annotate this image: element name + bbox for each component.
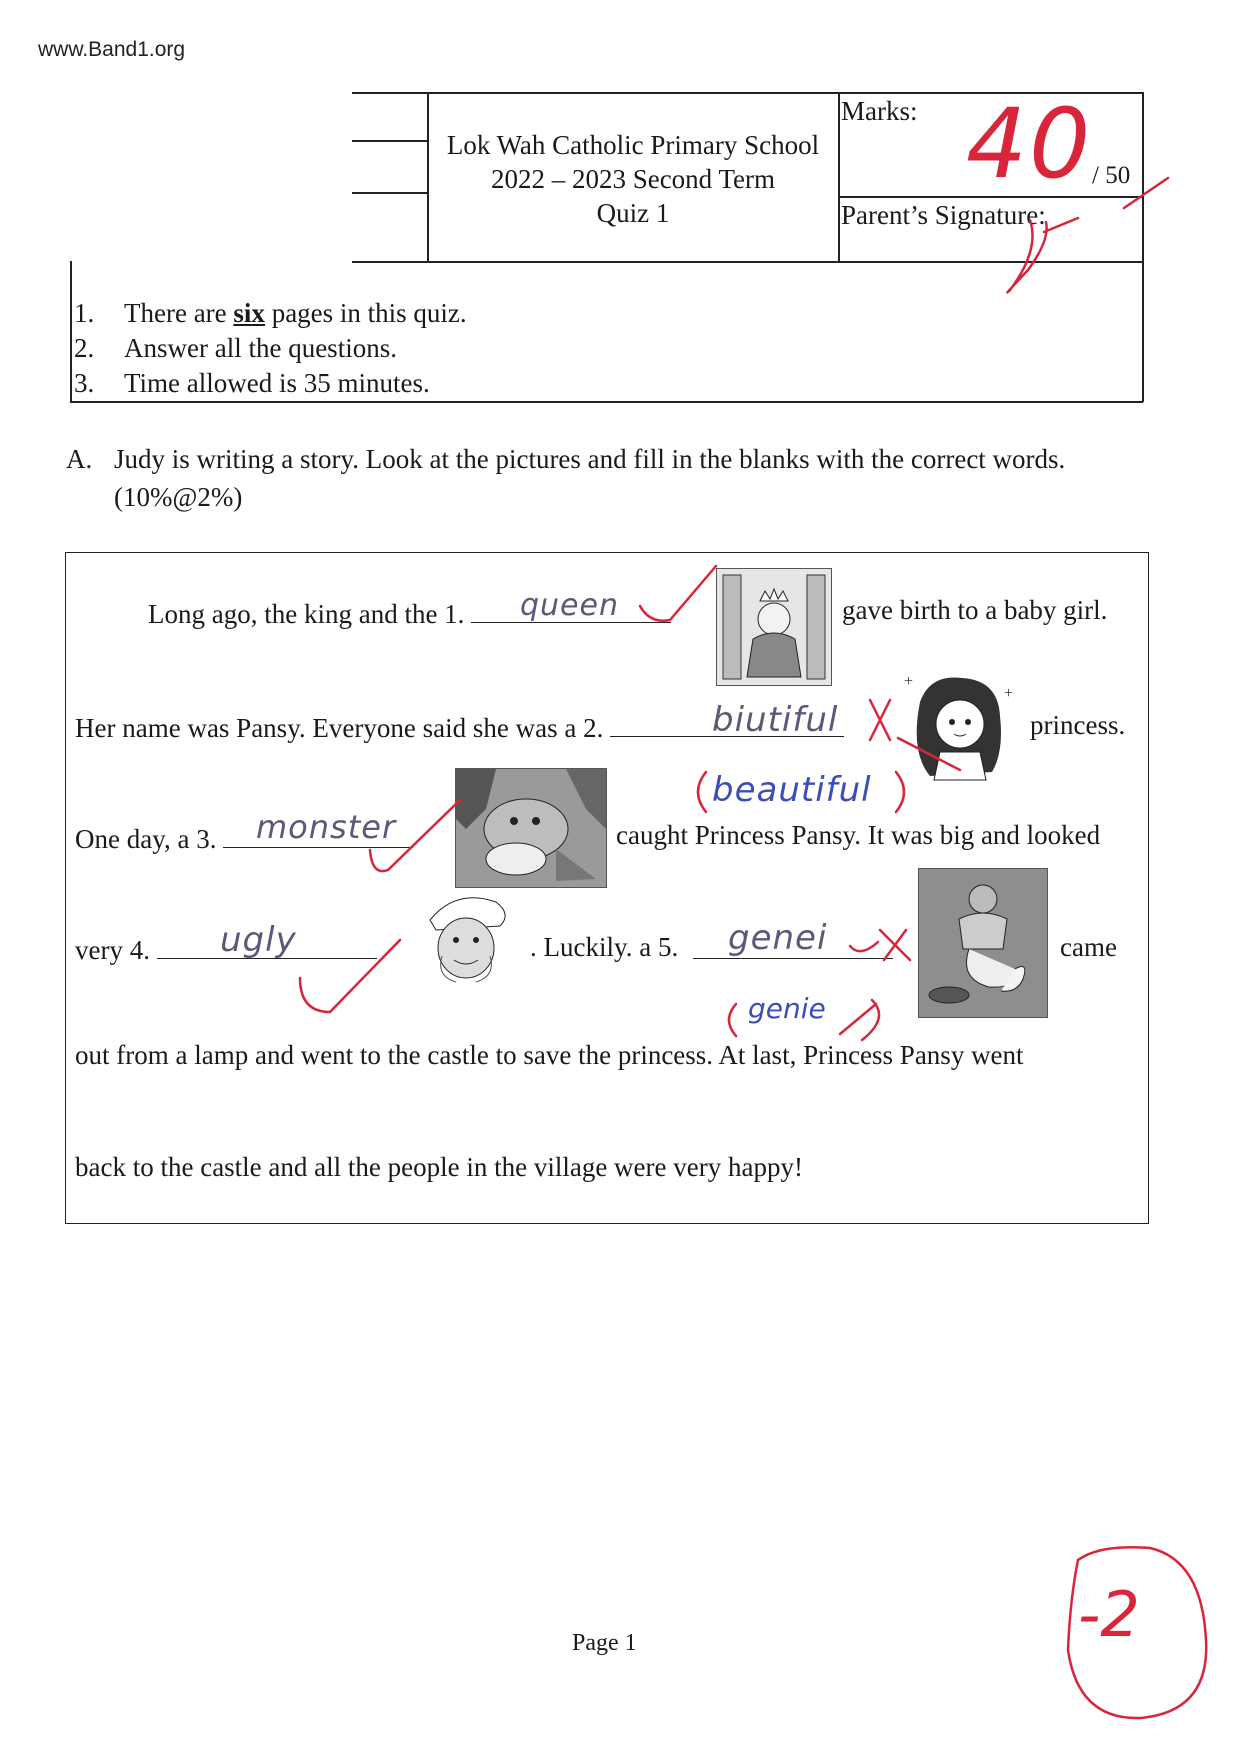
ugly-face-picture <box>416 890 516 986</box>
page-number: Page 1 <box>572 1630 637 1656</box>
marks-label: Marks: <box>841 96 918 126</box>
monster-picture <box>455 768 607 888</box>
story-line-3-end: caught Princess Pansy. It was big and looked <box>616 820 1101 850</box>
story-line-1-end: gave birth to a baby girl. <box>842 595 1108 625</box>
site-url: www.Band1.org <box>38 38 186 61</box>
princess-picture <box>900 672 1018 782</box>
school-heading <box>430 128 836 230</box>
emphasis-six: six <box>233 298 265 328</box>
queen-picture <box>716 568 832 686</box>
answer-2-correction: beautiful <box>712 770 872 810</box>
svg-text:+: + <box>904 673 914 690</box>
story-line-4-mid: . Luckily. a 5. <box>530 932 679 962</box>
marks-total: / 50 <box>1092 162 1131 189</box>
story-line-6: back to the castle and all the people in the village were very happy! <box>75 1152 803 1182</box>
term: 2022 – 2023 Second Term <box>490 164 776 194</box>
story-line-3: One day, a 3. <box>75 817 413 855</box>
story-line-4-end: came <box>1060 932 1117 962</box>
answer-1: queen <box>520 588 619 623</box>
marks-score: 40 <box>966 88 1093 200</box>
genie-picture <box>918 868 1048 1018</box>
story-line-2: Her name was Pansy. Everyone said she was a 2. <box>75 706 844 744</box>
answer-3: monster <box>256 808 397 846</box>
story-line-5: out from a lamp and went to the castle to save the princess. At last, Princess Pansy went <box>75 1040 1024 1070</box>
story-line-2-end: princess. <box>1030 710 1126 740</box>
instruction-item: 3. Time allowed is 35 minutes. <box>74 368 430 398</box>
parent-signature-label: Parent’s Signature: <box>841 200 1046 230</box>
story-line-4: very 4. <box>75 928 377 966</box>
section-a-prompt: Judy is writing a story. Look at the pictures and fill in the blanks with the correct words. <box>114 444 1066 474</box>
answer-4: ugly <box>220 920 297 960</box>
story-line-1: Long ago, the king and the 1. <box>148 592 671 630</box>
school-name: Lok Wah Catholic Primary School <box>446 130 820 160</box>
instruction-item: 2. Answer all the questions. <box>74 333 397 363</box>
instructions-list <box>74 296 467 401</box>
answer-5: genei <box>728 918 828 958</box>
svg-text:+: + <box>1004 685 1014 702</box>
quiz-title: Quiz 1 <box>596 198 670 228</box>
section-a-marks: (10%@2%) <box>114 482 243 512</box>
answer-2: biutiful <box>712 700 839 740</box>
answer-5-correction: genie <box>748 992 826 1025</box>
deduction-mark: -2 <box>1078 1578 1140 1651</box>
section-a-label: A. <box>66 444 93 474</box>
instruction-item: 1. There are six pages in this quiz. <box>74 298 467 328</box>
